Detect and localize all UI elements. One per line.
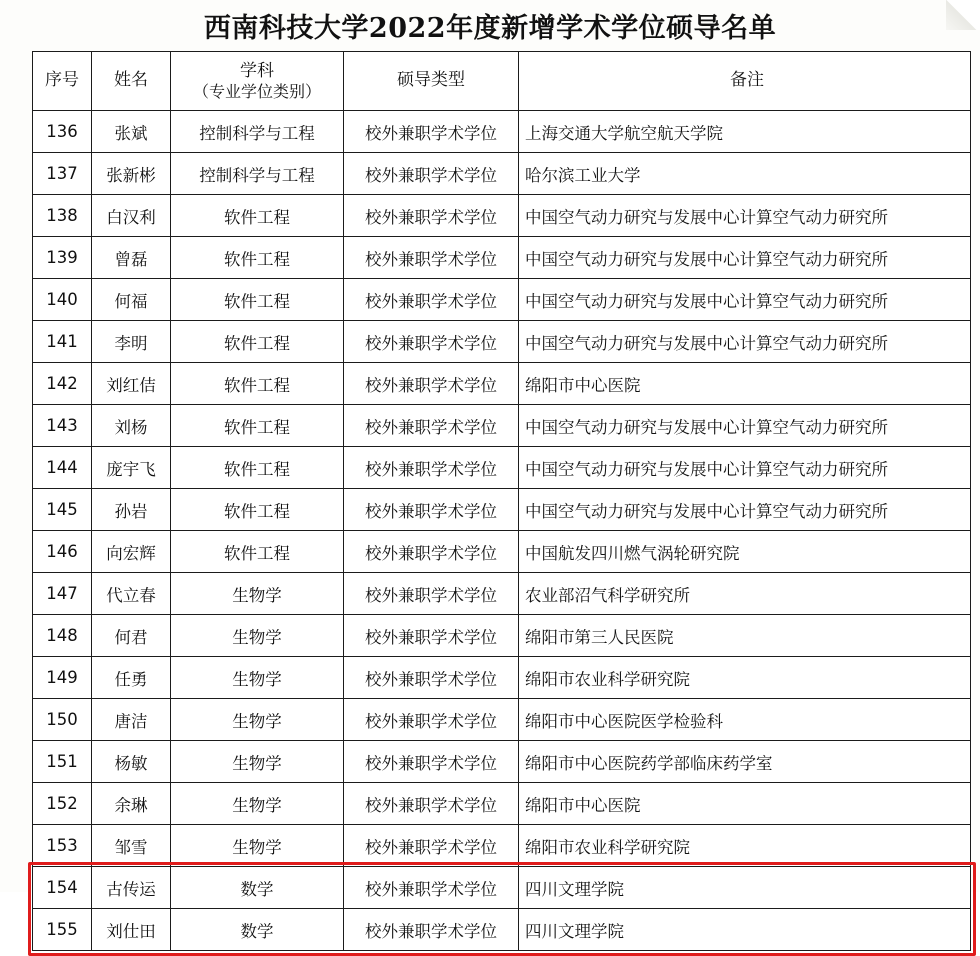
cell-discipline: 控制科学与工程 — [171, 111, 344, 153]
cell-name: 代立春 — [92, 573, 171, 615]
cell-supervisor-type: 校外兼职学术学位 — [344, 237, 519, 279]
cell-discipline: 生物学 — [171, 825, 344, 867]
cell-supervisor-type: 校外兼职学术学位 — [344, 363, 519, 405]
cell-index: 148 — [33, 615, 92, 657]
table-row — [33, 657, 971, 699]
cell-remark: 中国空气动力研究与发展中心计算空气动力研究所 — [519, 195, 971, 237]
cell-remark: 绵阳市中心医院药学部临床药学室 — [519, 741, 971, 783]
cell-remark: 中国空气动力研究与发展中心计算空气动力研究所 — [519, 405, 971, 447]
cell-index: 152 — [33, 783, 92, 825]
table-row — [33, 741, 971, 783]
cell-name: 张新彬 — [92, 153, 171, 195]
cell-discipline: 软件工程 — [171, 531, 344, 573]
cell-remark: 中国空气动力研究与发展中心计算空气动力研究所 — [519, 321, 971, 363]
column-header-discipline — [171, 52, 344, 111]
cell-discipline: 软件工程 — [171, 489, 344, 531]
roster-table-wrapper — [0, 51, 980, 951]
table-row — [33, 237, 971, 279]
cell-supervisor-type: 校外兼职学术学位 — [344, 153, 519, 195]
table-row — [33, 615, 971, 657]
cell-supervisor-type: 校外兼职学术学位 — [344, 489, 519, 531]
cell-index: 150 — [33, 699, 92, 741]
table-row — [33, 405, 971, 447]
cell-name: 余琳 — [92, 783, 171, 825]
cell-name: 杨敏 — [92, 741, 171, 783]
table-row — [33, 111, 971, 153]
cell-supervisor-type: 校外兼职学术学位 — [344, 741, 519, 783]
cell-supervisor-type: 校外兼职学术学位 — [344, 531, 519, 573]
cell-index: 141 — [33, 321, 92, 363]
cell-supervisor-type: 校外兼职学术学位 — [344, 321, 519, 363]
cell-name: 任勇 — [92, 657, 171, 699]
cell-supervisor-type: 校外兼职学术学位 — [344, 195, 519, 237]
cell-remark: 中国空气动力研究与发展中心计算空气动力研究所 — [519, 237, 971, 279]
cell-index: 155 — [33, 909, 92, 951]
cell-remark: 中国空气动力研究与发展中心计算空气动力研究所 — [519, 447, 971, 489]
table-body — [33, 111, 971, 951]
cell-remark: 上海交通大学航空航天学院 — [519, 111, 971, 153]
cell-index: 151 — [33, 741, 92, 783]
table-row — [33, 573, 971, 615]
cell-discipline: 软件工程 — [171, 279, 344, 321]
cell-index: 154 — [33, 867, 92, 909]
cell-supervisor-type: 校外兼职学术学位 — [344, 783, 519, 825]
cell-index: 139 — [33, 237, 92, 279]
cell-index: 149 — [33, 657, 92, 699]
cell-discipline: 生物学 — [171, 615, 344, 657]
cell-name: 何君 — [92, 615, 171, 657]
cell-discipline: 软件工程 — [171, 237, 344, 279]
cell-name: 唐洁 — [92, 699, 171, 741]
table-row — [33, 867, 971, 909]
table-row — [33, 489, 971, 531]
cell-remark: 哈尔滨工业大学 — [519, 153, 971, 195]
table-row — [33, 909, 971, 951]
cell-discipline: 软件工程 — [171, 363, 344, 405]
table-row — [33, 153, 971, 195]
cell-name: 何福 — [92, 279, 171, 321]
cell-supervisor-type: 校外兼职学术学位 — [344, 573, 519, 615]
cell-discipline: 数学 — [171, 909, 344, 951]
table-row — [33, 699, 971, 741]
cell-supervisor-type: 校外兼职学术学位 — [344, 405, 519, 447]
cell-index: 142 — [33, 363, 92, 405]
cell-index: 143 — [33, 405, 92, 447]
column-header-supervisor-type: 硕导类型 — [344, 52, 519, 111]
cell-supervisor-type: 校外兼职学术学位 — [344, 699, 519, 741]
cell-remark: 中国航发四川燃气涡轮研究院 — [519, 531, 971, 573]
cell-index: 147 — [33, 573, 92, 615]
cell-name: 孙岩 — [92, 489, 171, 531]
cell-discipline: 软件工程 — [171, 405, 344, 447]
cell-discipline: 控制科学与工程 — [171, 153, 344, 195]
cell-index: 137 — [33, 153, 92, 195]
column-header-index: 序号 — [33, 52, 92, 111]
cell-discipline: 生物学 — [171, 699, 344, 741]
table-row — [33, 195, 971, 237]
cell-remark: 四川文理学院 — [519, 909, 971, 951]
cell-remark: 农业部沼气科学研究所 — [519, 573, 971, 615]
cell-supervisor-type: 校外兼职学术学位 — [344, 279, 519, 321]
cell-index: 145 — [33, 489, 92, 531]
page-corner-fold — [946, 0, 980, 30]
cell-remark: 绵阳市农业科学研究院 — [519, 825, 971, 867]
cell-remark: 绵阳市中心医院 — [519, 363, 971, 405]
cell-remark: 绵阳市中心医院医学检验科 — [519, 699, 971, 741]
cell-remark: 中国空气动力研究与发展中心计算空气动力研究所 — [519, 279, 971, 321]
cell-index: 146 — [33, 531, 92, 573]
cell-discipline: 软件工程 — [171, 195, 344, 237]
cell-discipline: 数学 — [171, 867, 344, 909]
cell-supervisor-type: 校外兼职学术学位 — [344, 909, 519, 951]
table-row — [33, 783, 971, 825]
roster-table — [32, 51, 971, 951]
column-header-remark: 备注 — [519, 52, 971, 111]
cell-remark: 绵阳市第三人民医院 — [519, 615, 971, 657]
cell-supervisor-type: 校外兼职学术学位 — [344, 111, 519, 153]
cell-name: 刘杨 — [92, 405, 171, 447]
cell-discipline: 生物学 — [171, 741, 344, 783]
cell-name: 白汉利 — [92, 195, 171, 237]
cell-index: 138 — [33, 195, 92, 237]
table-row — [33, 447, 971, 489]
cell-supervisor-type: 校外兼职学术学位 — [344, 825, 519, 867]
cell-remark: 四川文理学院 — [519, 867, 971, 909]
cell-index: 153 — [33, 825, 92, 867]
cell-discipline: 软件工程 — [171, 321, 344, 363]
cell-supervisor-type: 校外兼职学术学位 — [344, 615, 519, 657]
cell-name: 古传运 — [92, 867, 171, 909]
cell-name: 刘仕田 — [92, 909, 171, 951]
table-header — [33, 52, 971, 111]
cell-remark: 中国空气动力研究与发展中心计算空气动力研究所 — [519, 489, 971, 531]
table-row — [33, 279, 971, 321]
column-header-discipline-main: 学科 — [240, 61, 274, 82]
cell-index: 140 — [33, 279, 92, 321]
cell-remark: 绵阳市农业科学研究院 — [519, 657, 971, 699]
column-header-name: 姓名 — [92, 52, 171, 111]
cell-discipline: 软件工程 — [171, 447, 344, 489]
cell-supervisor-type: 校外兼职学术学位 — [344, 867, 519, 909]
cell-discipline: 生物学 — [171, 657, 344, 699]
table-row — [33, 321, 971, 363]
table-row — [33, 363, 971, 405]
cell-remark: 绵阳市中心医院 — [519, 783, 971, 825]
cell-name: 邹雪 — [92, 825, 171, 867]
cell-name: 刘红佶 — [92, 363, 171, 405]
cell-index: 144 — [33, 447, 92, 489]
table-header-row — [33, 52, 971, 111]
cell-name: 曾磊 — [92, 237, 171, 279]
cell-discipline: 生物学 — [171, 783, 344, 825]
cell-index: 136 — [33, 111, 92, 153]
cell-supervisor-type: 校外兼职学术学位 — [344, 447, 519, 489]
cell-name: 向宏辉 — [92, 531, 171, 573]
cell-name: 张斌 — [92, 111, 171, 153]
cell-discipline: 生物学 — [171, 573, 344, 615]
table-row — [33, 531, 971, 573]
table-row — [33, 825, 971, 867]
column-header-discipline-sub: （专业学位类别） — [192, 81, 321, 101]
cell-name: 庞宇飞 — [92, 447, 171, 489]
page-title: 西南科技大学2022年度新增学术学位硕导名单 — [203, 13, 777, 44]
cell-supervisor-type: 校外兼职学术学位 — [344, 657, 519, 699]
cell-name: 李明 — [92, 321, 171, 363]
